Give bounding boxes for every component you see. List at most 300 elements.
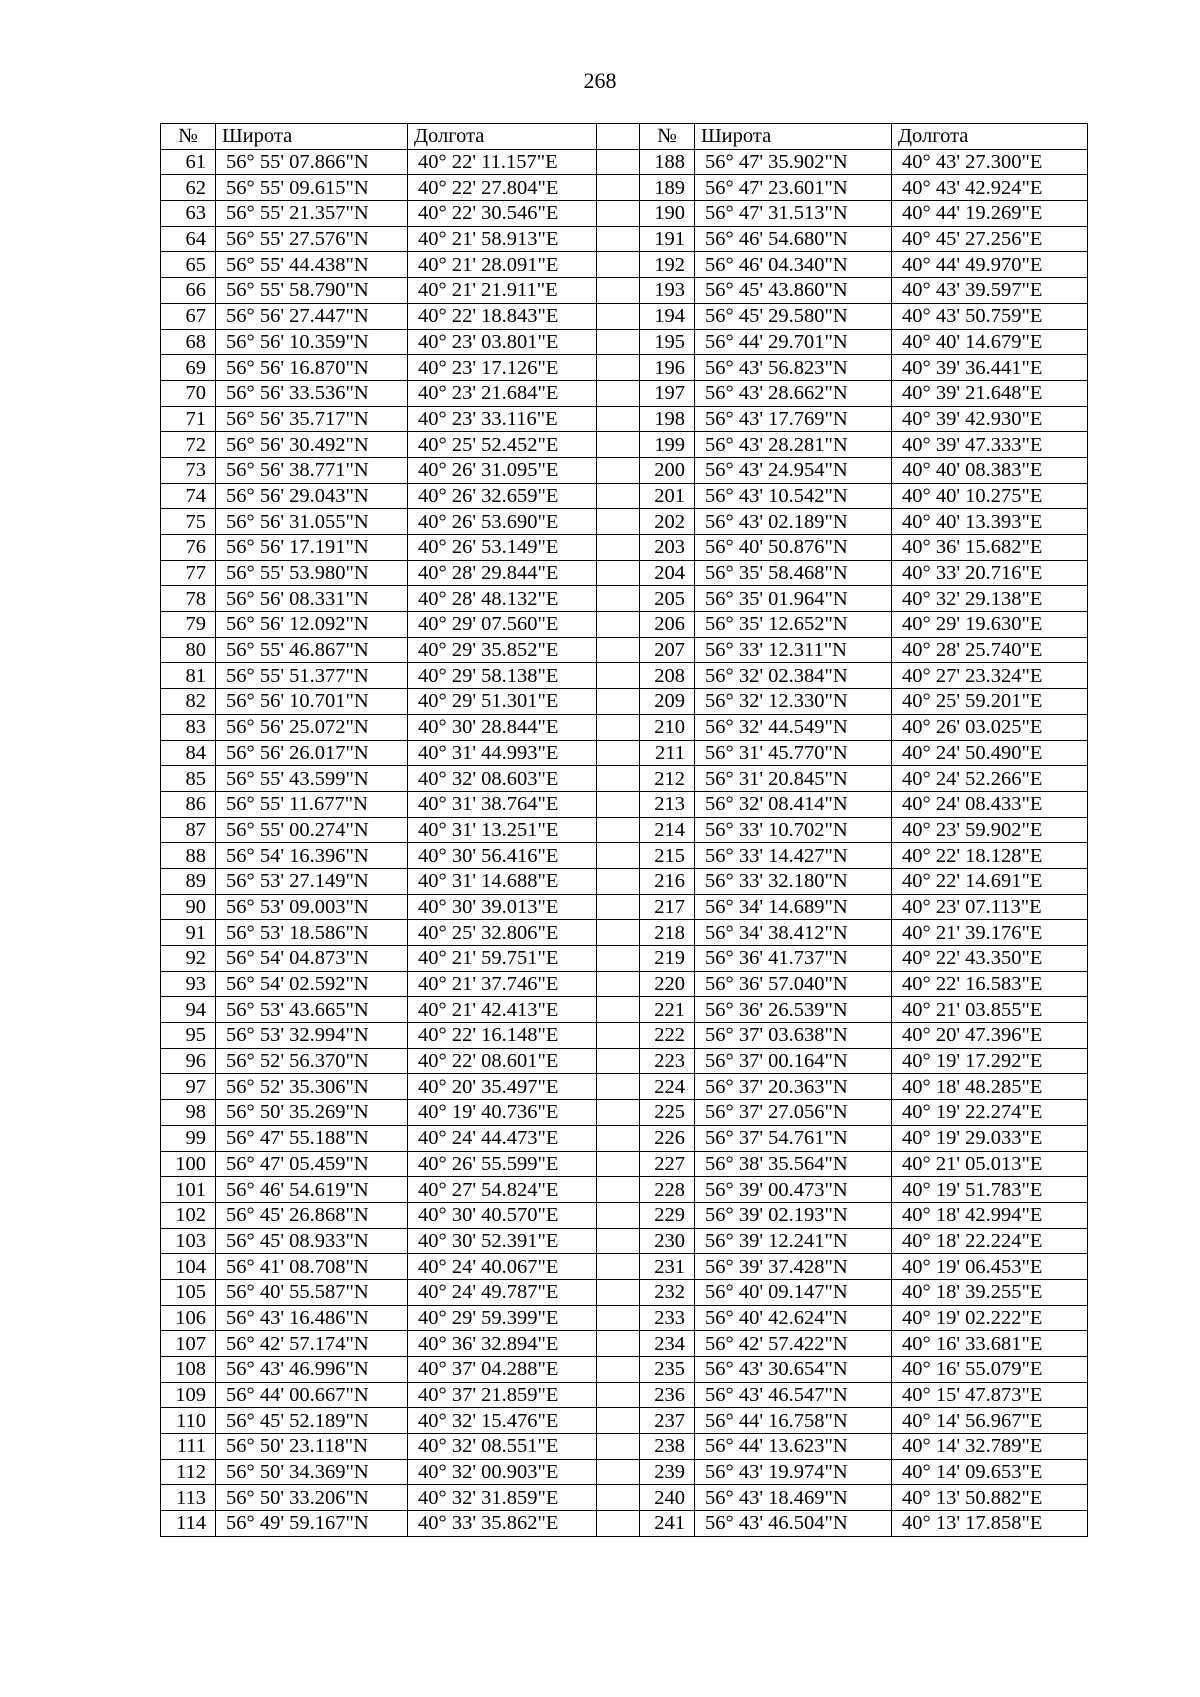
latitude-left: 56° 47' 05.459"N (216, 1151, 408, 1177)
table-row (161, 1511, 1088, 1537)
point-number-left: 109 (161, 1382, 216, 1408)
latitude-left: 56° 55' 11.677"N (216, 791, 408, 817)
latitude-left: 56° 52' 35.306"N (216, 1074, 408, 1100)
longitude-left: 40° 21' 28.091"E (408, 252, 597, 278)
table-row (161, 509, 1088, 535)
latitude-right: 56° 46' 04.340"N (695, 252, 892, 278)
point-number-left: 79 (161, 612, 216, 638)
column-gap (597, 1228, 640, 1254)
latitude-right: 56° 34' 38.412"N (695, 920, 892, 946)
table-row (161, 1485, 1088, 1511)
table-row (161, 1048, 1088, 1074)
longitude-left: 40° 30' 52.391"E (408, 1228, 597, 1254)
table-row (161, 868, 1088, 894)
latitude-left: 56° 55' 07.866"N (216, 149, 408, 175)
longitude-right: 40° 22' 43.350"E (892, 946, 1088, 972)
table-row (161, 997, 1088, 1023)
point-number-right: 211 (640, 740, 695, 766)
latitude-left: 56° 56' 16.870"N (216, 355, 408, 381)
point-number-right: 221 (640, 997, 695, 1023)
point-number-left: 94 (161, 997, 216, 1023)
longitude-right: 40° 21' 03.855"E (892, 997, 1088, 1023)
table-row (161, 560, 1088, 586)
latitude-right: 56° 37' 54.761"N (695, 1125, 892, 1151)
point-number-right: 190 (640, 201, 695, 227)
longitude-left: 40° 28' 29.844"E (408, 560, 597, 586)
point-number-left: 73 (161, 457, 216, 483)
latitude-left: 56° 56' 30.492"N (216, 432, 408, 458)
table-row (161, 226, 1088, 252)
point-number-right: 230 (640, 1228, 695, 1254)
longitude-right: 40° 39' 42.930"E (892, 406, 1088, 432)
latitude-left: 56° 52' 56.370"N (216, 1048, 408, 1074)
latitude-right: 56° 37' 20.363"N (695, 1074, 892, 1100)
latitude-right: 56° 45' 43.860"N (695, 278, 892, 304)
latitude-right: 56° 43' 10.542"N (695, 483, 892, 509)
longitude-left: 40° 21' 37.746"E (408, 971, 597, 997)
table-row (161, 355, 1088, 381)
point-number-left: 107 (161, 1331, 216, 1357)
column-gap (597, 355, 640, 381)
latitude-right: 56° 40' 09.147"N (695, 1279, 892, 1305)
longitude-right: 40° 28' 25.740"E (892, 637, 1088, 663)
longitude-left: 40° 29' 51.301"E (408, 689, 597, 715)
latitude-left: 56° 56' 27.447"N (216, 303, 408, 329)
point-number-right: 215 (640, 843, 695, 869)
table-row (161, 406, 1088, 432)
latitude-right: 56° 42' 57.422"N (695, 1331, 892, 1357)
longitude-right: 40° 19' 02.222"E (892, 1305, 1088, 1331)
longitude-left: 40° 37' 04.288"E (408, 1357, 597, 1383)
latitude-right: 56° 37' 00.164"N (695, 1048, 892, 1074)
column-gap (597, 1357, 640, 1383)
point-number-left: 66 (161, 278, 216, 304)
longitude-right: 40° 39' 36.441"E (892, 355, 1088, 381)
point-number-right: 203 (640, 535, 695, 561)
longitude-left: 40° 22' 08.601"E (408, 1048, 597, 1074)
longitude-left: 40° 22' 16.148"E (408, 1023, 597, 1049)
point-number-left: 114 (161, 1511, 216, 1537)
longitude-left: 40° 28' 48.132"E (408, 586, 597, 612)
point-number-right: 228 (640, 1177, 695, 1203)
latitude-left: 56° 56' 10.701"N (216, 689, 408, 715)
latitude-right: 56° 32' 44.549"N (695, 714, 892, 740)
column-gap (597, 1254, 640, 1280)
point-number-right: 217 (640, 894, 695, 920)
table-row (161, 740, 1088, 766)
longitude-left: 40° 30' 40.570"E (408, 1202, 597, 1228)
table-row (161, 1177, 1088, 1203)
latitude-right: 56° 39' 37.428"N (695, 1254, 892, 1280)
point-number-right: 234 (640, 1331, 695, 1357)
longitude-right: 40° 24' 52.266"E (892, 766, 1088, 792)
latitude-right: 56° 36' 57.040"N (695, 971, 892, 997)
latitude-left: 56° 55' 44.438"N (216, 252, 408, 278)
longitude-right: 40° 25' 59.201"E (892, 689, 1088, 715)
column-gap (597, 868, 640, 894)
column-gap (597, 971, 640, 997)
longitude-left: 40° 27' 54.824"E (408, 1177, 597, 1203)
point-number-left: 99 (161, 1125, 216, 1151)
latitude-right: 56° 44' 13.623"N (695, 1434, 892, 1460)
point-number-left: 67 (161, 303, 216, 329)
table-row (161, 920, 1088, 946)
column-gap (597, 1305, 640, 1331)
page-number: 268 (583, 68, 617, 93)
longitude-right: 40° 43' 27.300"E (892, 149, 1088, 175)
table-row (161, 612, 1088, 638)
longitude-right: 40° 39' 47.333"E (892, 432, 1088, 458)
column-gap (597, 1279, 640, 1305)
latitude-left: 56° 43' 46.996"N (216, 1357, 408, 1383)
column-gap (597, 689, 640, 715)
latitude-left: 56° 54' 02.592"N (216, 971, 408, 997)
table-row (161, 1408, 1088, 1434)
point-number-right: 210 (640, 714, 695, 740)
point-number-left: 75 (161, 509, 216, 535)
longitude-right: 40° 24' 50.490"E (892, 740, 1088, 766)
longitude-right: 40° 26' 03.025"E (892, 714, 1088, 740)
point-number-left: 74 (161, 483, 216, 509)
longitude-left: 40° 36' 32.894"E (408, 1331, 597, 1357)
longitude-right: 40° 21' 39.176"E (892, 920, 1088, 946)
latitude-left: 56° 55' 09.615"N (216, 175, 408, 201)
longitude-left: 40° 32' 15.476"E (408, 1408, 597, 1434)
latitude-right: 56° 43' 46.504"N (695, 1511, 892, 1537)
longitude-left: 40° 32' 08.551"E (408, 1434, 597, 1460)
longitude-left: 40° 32' 08.603"E (408, 766, 597, 792)
column-gap (597, 586, 640, 612)
column-gap (597, 997, 640, 1023)
point-number-right: 193 (640, 278, 695, 304)
point-number-left: 103 (161, 1228, 216, 1254)
point-number-left: 104 (161, 1254, 216, 1280)
latitude-left: 56° 55' 46.867"N (216, 637, 408, 663)
column-gap (597, 1177, 640, 1203)
point-number-right: 229 (640, 1202, 695, 1228)
longitude-left: 40° 24' 49.787"E (408, 1279, 597, 1305)
point-number-left: 63 (161, 201, 216, 227)
latitude-right: 56° 33' 12.311"N (695, 637, 892, 663)
longitude-right: 40° 29' 19.630"E (892, 612, 1088, 638)
table-row (161, 946, 1088, 972)
table-row (161, 1459, 1088, 1485)
column-gap (597, 406, 640, 432)
latitude-right: 56° 40' 42.624"N (695, 1305, 892, 1331)
longitude-right: 40° 18' 22.224"E (892, 1228, 1088, 1254)
point-number-right: 220 (640, 971, 695, 997)
longitude-right: 40° 40' 14.679"E (892, 329, 1088, 355)
longitude-left: 40° 20' 35.497"E (408, 1074, 597, 1100)
point-number-right: 239 (640, 1459, 695, 1485)
longitude-left: 40° 23' 21.684"E (408, 380, 597, 406)
longitude-left: 40° 30' 28.844"E (408, 714, 597, 740)
latitude-left: 56° 56' 35.717"N (216, 406, 408, 432)
column-gap (597, 817, 640, 843)
latitude-right: 56° 37' 27.056"N (695, 1100, 892, 1126)
column-gap (597, 380, 640, 406)
point-number-left: 93 (161, 971, 216, 997)
point-number-right: 201 (640, 483, 695, 509)
column-gap (597, 946, 640, 972)
table-row (161, 1254, 1088, 1280)
column-gap (597, 149, 640, 175)
latitude-right: 56° 47' 31.513"N (695, 201, 892, 227)
longitude-left: 40° 26' 53.690"E (408, 509, 597, 535)
coordinates-table (160, 123, 1088, 1537)
latitude-left: 56° 41' 08.708"N (216, 1254, 408, 1280)
point-number-right: 225 (640, 1100, 695, 1126)
latitude-left: 56° 40' 55.587"N (216, 1279, 408, 1305)
longitude-left: 40° 31' 13.251"E (408, 817, 597, 843)
longitude-right: 40° 44' 19.269"E (892, 201, 1088, 227)
point-number-left: 90 (161, 894, 216, 920)
column-gap (597, 175, 640, 201)
latitude-right: 56° 31' 20.845"N (695, 766, 892, 792)
longitude-right: 40° 16' 55.079"E (892, 1357, 1088, 1383)
point-number-right: 197 (640, 380, 695, 406)
point-number-right: 236 (640, 1382, 695, 1408)
point-number-right: 223 (640, 1048, 695, 1074)
longitude-right: 40° 43' 39.597"E (892, 278, 1088, 304)
longitude-left: 40° 23' 17.126"E (408, 355, 597, 381)
table-header-row (161, 124, 1088, 150)
column-gap (597, 920, 640, 946)
point-number-right: 227 (640, 1151, 695, 1177)
table-row (161, 1023, 1088, 1049)
table-row (161, 894, 1088, 920)
longitude-right: 40° 44' 49.970"E (892, 252, 1088, 278)
header-latitude-left: Широта (216, 124, 408, 150)
point-number-right: 204 (640, 560, 695, 586)
table-row (161, 689, 1088, 715)
table-row (161, 432, 1088, 458)
longitude-right: 40° 18' 48.285"E (892, 1074, 1088, 1100)
longitude-left: 40° 22' 11.157"E (408, 149, 597, 175)
table-row (161, 766, 1088, 792)
longitude-left: 40° 22' 30.546"E (408, 201, 597, 227)
point-number-left: 95 (161, 1023, 216, 1049)
latitude-right: 56° 32' 02.384"N (695, 663, 892, 689)
point-number-right: 240 (640, 1485, 695, 1511)
latitude-right: 56° 33' 32.180"N (695, 868, 892, 894)
longitude-right: 40° 19' 06.453"E (892, 1254, 1088, 1280)
latitude-right: 56° 39' 02.193"N (695, 1202, 892, 1228)
point-number-left: 68 (161, 329, 216, 355)
point-number-right: 224 (640, 1074, 695, 1100)
longitude-right: 40° 22' 16.583"E (892, 971, 1088, 997)
point-number-right: 233 (640, 1305, 695, 1331)
latitude-right: 56° 43' 24.954"N (695, 457, 892, 483)
latitude-left: 56° 55' 43.599"N (216, 766, 408, 792)
point-number-right: 191 (640, 226, 695, 252)
point-number-left: 84 (161, 740, 216, 766)
point-number-right: 212 (640, 766, 695, 792)
longitude-right: 40° 16' 33.681"E (892, 1331, 1088, 1357)
longitude-right: 40° 40' 13.393"E (892, 509, 1088, 535)
point-number-right: 214 (640, 817, 695, 843)
table-row (161, 1357, 1088, 1383)
point-number-left: 71 (161, 406, 216, 432)
latitude-left: 56° 55' 27.576"N (216, 226, 408, 252)
header-longitude-right: Долгота (892, 124, 1088, 150)
table-row (161, 457, 1088, 483)
column-gap (597, 1048, 640, 1074)
longitude-left: 40° 26' 31.095"E (408, 457, 597, 483)
point-number-left: 113 (161, 1485, 216, 1511)
longitude-right: 40° 13' 50.882"E (892, 1485, 1088, 1511)
longitude-right: 40° 14' 56.967"E (892, 1408, 1088, 1434)
point-number-left: 80 (161, 637, 216, 663)
latitude-right: 56° 35' 12.652"N (695, 612, 892, 638)
header-number-right: № (640, 124, 695, 150)
point-number-right: 231 (640, 1254, 695, 1280)
longitude-right: 40° 13' 17.858"E (892, 1511, 1088, 1537)
point-number-left: 111 (161, 1434, 216, 1460)
point-number-left: 91 (161, 920, 216, 946)
point-number-right: 208 (640, 663, 695, 689)
latitude-left: 56° 53' 27.149"N (216, 868, 408, 894)
point-number-left: 98 (161, 1100, 216, 1126)
point-number-right: 205 (640, 586, 695, 612)
table-row (161, 1151, 1088, 1177)
table-row (161, 175, 1088, 201)
point-number-right: 200 (640, 457, 695, 483)
column-gap (597, 226, 640, 252)
column-gap (597, 1511, 640, 1537)
latitude-right: 56° 40' 50.876"N (695, 535, 892, 561)
latitude-right: 56° 36' 41.737"N (695, 946, 892, 972)
point-number-right: 189 (640, 175, 695, 201)
table-row (161, 1279, 1088, 1305)
table-row (161, 1331, 1088, 1357)
header-latitude-right: Широта (695, 124, 892, 150)
latitude-right: 56° 43' 18.469"N (695, 1485, 892, 1511)
latitude-left: 56° 50' 33.206"N (216, 1485, 408, 1511)
longitude-left: 40° 29' 07.560"E (408, 612, 597, 638)
table-row (161, 149, 1088, 175)
column-gap (597, 303, 640, 329)
longitude-right: 40° 14' 09.653"E (892, 1459, 1088, 1485)
latitude-right: 56° 45' 29.580"N (695, 303, 892, 329)
point-number-left: 76 (161, 535, 216, 561)
latitude-right: 56° 35' 01.964"N (695, 586, 892, 612)
latitude-left: 56° 50' 35.269"N (216, 1100, 408, 1126)
latitude-right: 56° 36' 26.539"N (695, 997, 892, 1023)
latitude-right: 56° 43' 30.654"N (695, 1357, 892, 1383)
point-number-left: 87 (161, 817, 216, 843)
latitude-left: 56° 55' 21.357"N (216, 201, 408, 227)
longitude-left: 40° 25' 32.806"E (408, 920, 597, 946)
table-row (161, 1100, 1088, 1126)
latitude-left: 56° 56' 10.359"N (216, 329, 408, 355)
longitude-right: 40° 27' 23.324"E (892, 663, 1088, 689)
latitude-left: 56° 50' 34.369"N (216, 1459, 408, 1485)
table-row (161, 303, 1088, 329)
latitude-right: 56° 39' 12.241"N (695, 1228, 892, 1254)
longitude-right: 40° 32' 29.138"E (892, 586, 1088, 612)
longitude-left: 40° 24' 40.067"E (408, 1254, 597, 1280)
latitude-left: 56° 56' 12.092"N (216, 612, 408, 638)
table-row (161, 1074, 1088, 1100)
point-number-left: 112 (161, 1459, 216, 1485)
column-gap (597, 740, 640, 766)
column-gap (597, 432, 640, 458)
table-row (161, 535, 1088, 561)
point-number-left: 88 (161, 843, 216, 869)
latitude-left: 56° 44' 00.667"N (216, 1382, 408, 1408)
column-gap (597, 1331, 640, 1357)
latitude-left: 56° 53' 32.994"N (216, 1023, 408, 1049)
point-number-left: 92 (161, 946, 216, 972)
longitude-left: 40° 32' 31.859"E (408, 1485, 597, 1511)
longitude-right: 40° 19' 29.033"E (892, 1125, 1088, 1151)
point-number-right: 226 (640, 1125, 695, 1151)
point-number-right: 194 (640, 303, 695, 329)
point-number-left: 61 (161, 149, 216, 175)
latitude-right: 56° 32' 08.414"N (695, 791, 892, 817)
latitude-left: 56° 56' 38.771"N (216, 457, 408, 483)
latitude-left: 56° 45' 26.868"N (216, 1202, 408, 1228)
column-gap (597, 1202, 640, 1228)
latitude-left: 56° 56' 29.043"N (216, 483, 408, 509)
latitude-right: 56° 31' 45.770"N (695, 740, 892, 766)
point-number-left: 82 (161, 689, 216, 715)
longitude-right: 40° 39' 21.648"E (892, 380, 1088, 406)
longitude-right: 40° 36' 15.682"E (892, 535, 1088, 561)
column-gap (597, 1151, 640, 1177)
column-gap (597, 252, 640, 278)
column-gap (597, 1434, 640, 1460)
latitude-left: 56° 55' 58.790"N (216, 278, 408, 304)
point-number-right: 192 (640, 252, 695, 278)
point-number-left: 65 (161, 252, 216, 278)
point-number-left: 86 (161, 791, 216, 817)
column-gap (597, 637, 640, 663)
longitude-right: 40° 40' 10.275"E (892, 483, 1088, 509)
column-gap (597, 1408, 640, 1434)
longitude-left: 40° 24' 44.473"E (408, 1125, 597, 1151)
latitude-left: 56° 47' 55.188"N (216, 1125, 408, 1151)
point-number-right: 206 (640, 612, 695, 638)
point-number-left: 83 (161, 714, 216, 740)
point-number-left: 77 (161, 560, 216, 586)
longitude-left: 40° 21' 42.413"E (408, 997, 597, 1023)
longitude-left: 40° 26' 53.149"E (408, 535, 597, 561)
latitude-right: 56° 43' 56.823"N (695, 355, 892, 381)
table-row (161, 252, 1088, 278)
table-row (161, 1125, 1088, 1151)
header-number-left: № (161, 124, 216, 150)
latitude-left: 56° 55' 51.377"N (216, 663, 408, 689)
column-gap (597, 1125, 640, 1151)
point-number-left: 102 (161, 1202, 216, 1228)
point-number-right: 218 (640, 920, 695, 946)
table-row (161, 791, 1088, 817)
table-row (161, 663, 1088, 689)
latitude-right: 56° 47' 23.601"N (695, 175, 892, 201)
longitude-right: 40° 22' 18.128"E (892, 843, 1088, 869)
latitude-right: 56° 32' 12.330"N (695, 689, 892, 715)
column-gap (597, 791, 640, 817)
longitude-left: 40° 29' 59.399"E (408, 1305, 597, 1331)
longitude-left: 40° 31' 38.764"E (408, 791, 597, 817)
column-gap (597, 894, 640, 920)
column-gap (597, 560, 640, 586)
point-number-left: 64 (161, 226, 216, 252)
longitude-right: 40° 15' 47.873"E (892, 1382, 1088, 1408)
longitude-right: 40° 43' 42.924"E (892, 175, 1088, 201)
